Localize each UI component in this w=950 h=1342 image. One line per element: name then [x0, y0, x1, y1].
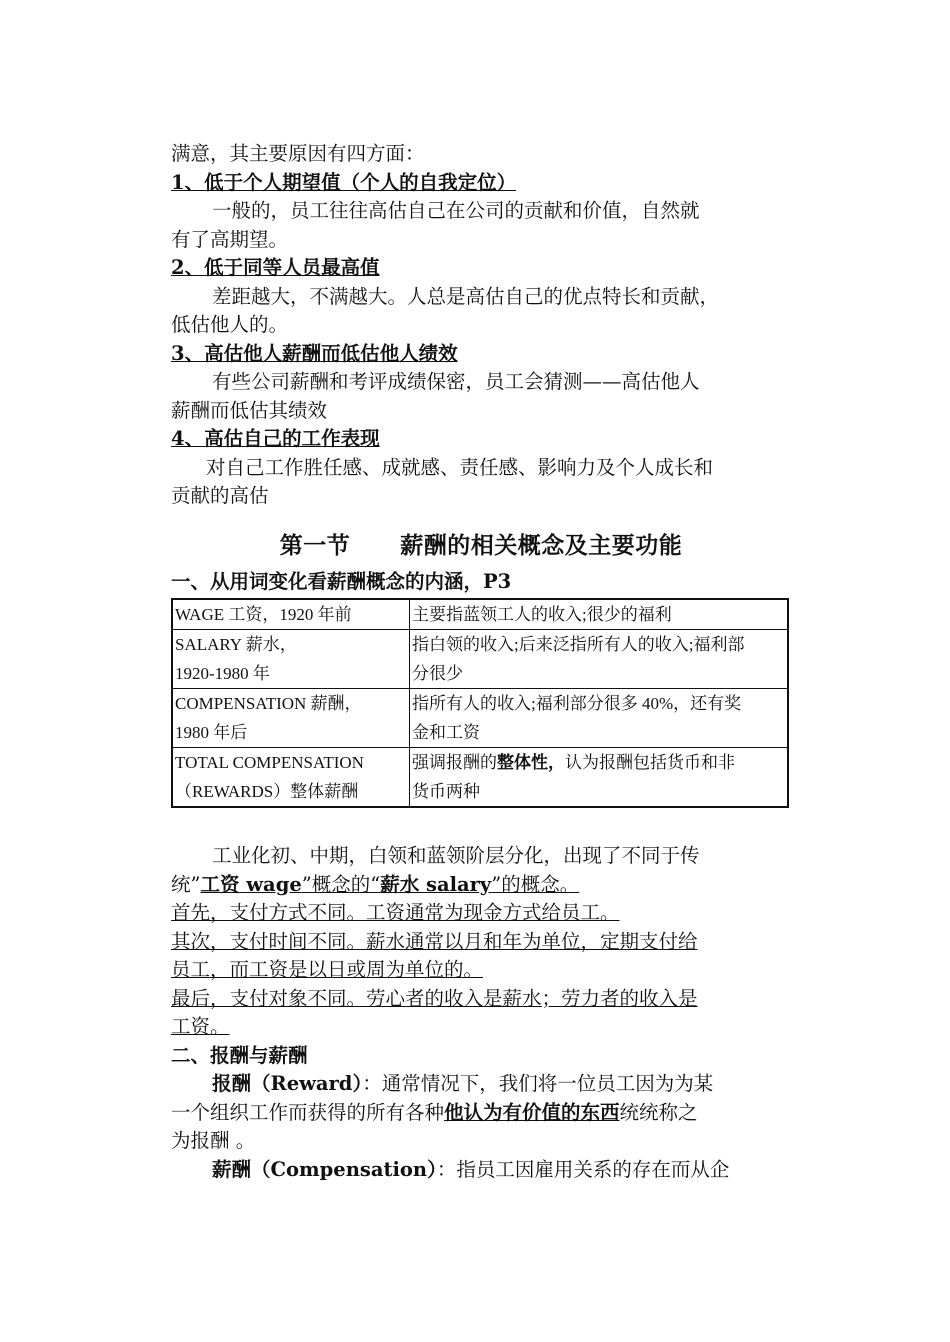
- description-text: 货币两种: [412, 782, 480, 801]
- history-line2: [171, 871, 791, 900]
- description-text: 主要指蓝领工人的收入;很少的福利: [412, 605, 672, 624]
- section-name: 薪酬的相关概念及主要功能: [400, 531, 683, 559]
- document-page: [171, 140, 791, 1184]
- reason-3-text-line2: 薪酬而低估其绩效: [171, 398, 328, 422]
- difference-last-line1: 最后，支付对象不同。劳心者的收入是薪水；劳力者的收入是: [171, 986, 698, 1010]
- term-text: SALARY 薪水，: [175, 635, 297, 654]
- description-prefix: 强调报酬的: [412, 753, 497, 772]
- description-cell: [410, 748, 789, 808]
- description-cell: [410, 689, 789, 748]
- table-row: [172, 689, 788, 748]
- term-cell: [172, 599, 410, 630]
- reason-1-text-line1: 一般的，员工往往高估自己在公司的贡献和价值，自然就: [212, 199, 700, 222]
- reward-text: ：通常情况下，我们将一位员工因为为某: [362, 1072, 714, 1095]
- reason-1-heading: 1、低于个人期望值（个人的自我定位）: [171, 170, 517, 194]
- reward-definition-line2: [171, 1099, 791, 1128]
- description-text: 分很少: [412, 664, 463, 683]
- term-text: WAGE 工资，1920 年前: [175, 605, 352, 624]
- reward-definition-line3: 为报酬 。: [171, 1129, 256, 1152]
- subsection-1-heading: 一、从用词变化看薪酬概念的内涵，P3: [171, 569, 512, 593]
- term-text: 1920-1980 年: [175, 664, 270, 683]
- wage-term: 工资 wage: [200, 872, 302, 896]
- history-text: ”的概念。: [491, 872, 580, 896]
- table-row: [172, 748, 788, 808]
- reason-2-heading: 2、低于同等人员最高值: [171, 256, 380, 279]
- reason-4-text-line2: 贡献的高估: [171, 484, 269, 507]
- history-text: ”概念的“: [301, 872, 381, 896]
- reason-3-heading: 3、高估他人薪酬而低估他人绩效: [171, 341, 458, 365]
- description-rest: 认为报酬包括货币和非: [565, 753, 735, 772]
- table-row: [172, 599, 788, 630]
- description-cell: [410, 599, 789, 630]
- term-cell: [172, 748, 410, 808]
- term-text: TOTAL COMPENSATION: [175, 753, 364, 772]
- term-cell: [172, 630, 410, 689]
- reason-4-heading: 4、高估自己的工作表现: [171, 427, 380, 450]
- salary-term: 薪水 salary: [380, 872, 492, 896]
- reward-emphasis: 他认为有价值的东西: [444, 1100, 620, 1124]
- description-text: 金和工资: [412, 723, 480, 742]
- description-text: [412, 748, 785, 777]
- reason-2-text-line2: 低估他人的。: [171, 313, 289, 336]
- reward-text: 统统称之: [619, 1100, 698, 1124]
- subsection-2-heading: 二、报酬与薪酬: [171, 1043, 308, 1067]
- reason-1-text-line2: 有了高期望。: [171, 227, 289, 251]
- difference-first: 首先，支付方式不同。工资通常为现金方式给员工。: [171, 901, 620, 924]
- term-text: 1980 年后: [175, 723, 248, 742]
- difference-last-line2: 工资。: [171, 1015, 230, 1038]
- reward-term: 报酬（Reward）: [212, 1072, 363, 1095]
- intro-line: 满意，其主要原因有四方面：: [171, 142, 425, 165]
- term-text: （REWARDS）整体薪酬: [175, 782, 359, 801]
- reward-text: 一个组织工作而获得的所有各种: [171, 1100, 445, 1124]
- reward-definition-line1: [171, 1070, 791, 1099]
- table-row: [172, 630, 788, 689]
- compensation-term: 薪酬（Compensation）: [212, 1157, 437, 1181]
- reason-3-text-line1: 有些公司薪酬和考评成绩保密，员工会猜测——高估他人: [212, 370, 700, 393]
- section-title: [171, 527, 791, 560]
- description-text: 指所有人的收入;福利部分很多 40%，还有奖: [412, 694, 742, 713]
- term-text: COMPENSATION 薪酬，: [175, 694, 362, 713]
- description-cell: [410, 630, 789, 689]
- difference-second-line1: 其次，支付时间不同。薪水通常以月和年为单位，定期支付给: [171, 929, 698, 953]
- history-line1: 工业化初、中期，白领和蓝领阶层分化，出现了不同于传: [212, 844, 700, 867]
- difference-second-line2: 员工，而工资是以日或周为单位的。: [171, 958, 484, 981]
- term-cell: [172, 689, 410, 748]
- history-text: 统”: [171, 872, 201, 896]
- description-text: 指白领的收入;后来泛指所有人的收入;福利部: [412, 635, 745, 654]
- reason-4-text-line1: 对自己工作胜任感、成就感、责任感、影响力及个人成长和: [206, 455, 714, 479]
- reason-2-text-line1: 差距越大，不满越大。人总是高估自己的优点特长和贡献，: [212, 284, 720, 308]
- section-number: 第一节: [279, 531, 351, 559]
- compensation-definition-line1: [171, 1156, 791, 1185]
- description-emphasis: 整体性，: [497, 753, 565, 772]
- terminology-table: [171, 598, 789, 808]
- compensation-text: ：指员工因雇用关系的存在而从企: [436, 1157, 730, 1181]
